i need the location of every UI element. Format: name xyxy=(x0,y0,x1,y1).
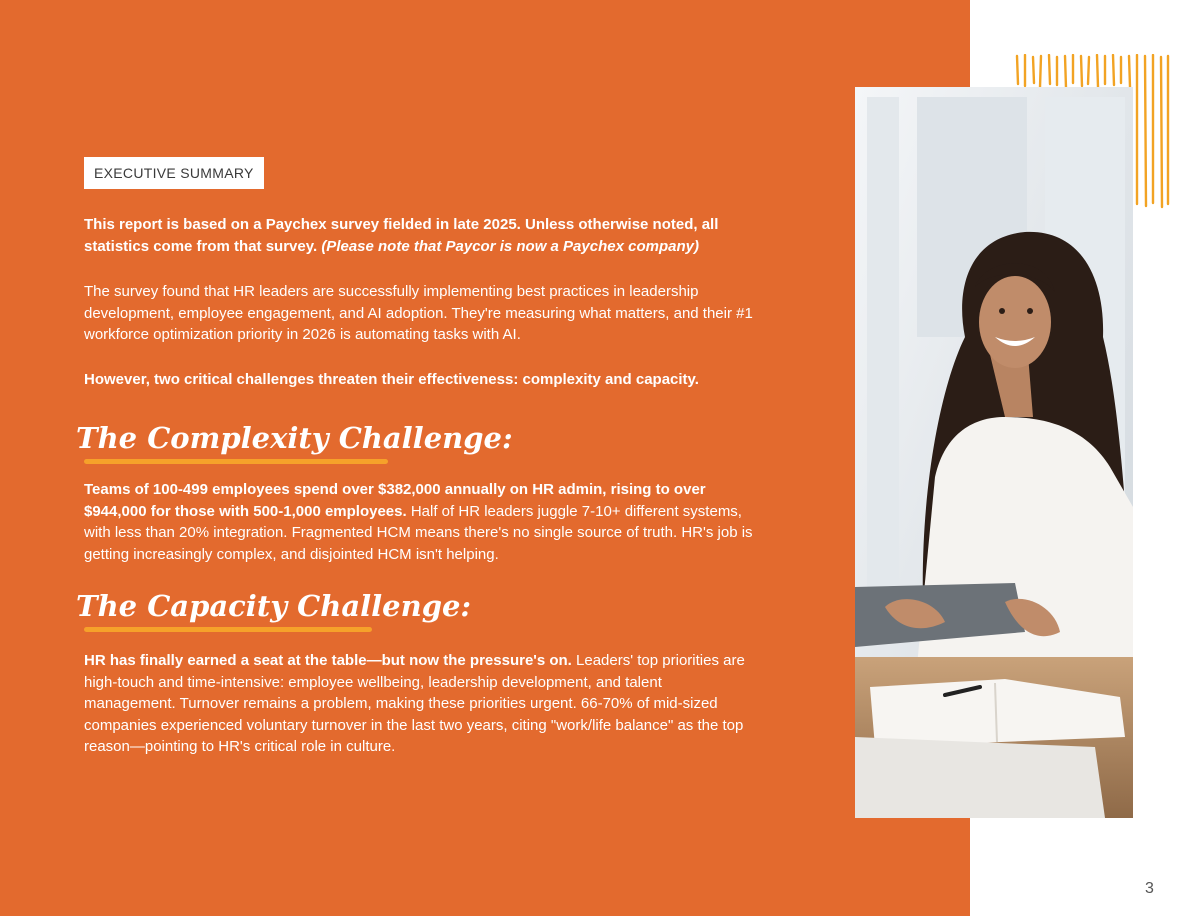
capacity-paragraph xyxy=(84,650,754,758)
capacity-text: Leaders' top priorities are high-touch and time-intensive: employee wellbeing, leadership development, and talent management. Turnover remains a problem, making these priorities urgent. 66-70% of mid-sized companies experienced voluntary turnover in the last two years, citing "work/life balance" as the top reason—pointing to HR's critical role in culture. xyxy=(84,652,745,755)
findings-paragraph: The survey found that HR leaders are successfully implementing best practices in leadership development, employee engagement, and AI adoption. They're measuring what matters, and their #1 workforce optimization priority in 2026 is automating tasks with AI. xyxy=(84,283,753,343)
complexity-bold-text: Teams of 100-499 employees spend over $382,000 annually on HR admin, rising to over $944,000 for those with 500-1,000 employees. xyxy=(84,481,706,520)
intro-italic-note: (Please note that Paycor is now a Paychex company) xyxy=(321,237,699,255)
executive-summary-tag: EXECUTIVE SUMMARY xyxy=(84,157,264,189)
intro-paragraph xyxy=(84,214,754,257)
capacity-heading: The Capacity Challenge: xyxy=(76,589,472,623)
complexity-text: Half of HR leaders juggle 7-10+ different systems, with less than 20% integration. Fragmented HCM means there's no single source of truth. HR's job is getting increasingly complex, and disjointed HCM isn't helping. xyxy=(84,502,753,563)
complexity-heading-underline xyxy=(84,459,388,464)
capacity-heading-underline xyxy=(84,627,372,632)
page-number: 3 xyxy=(1145,880,1154,897)
challenges-paragraph: However, two critical challenges threaten their effectiveness: complexity and capacity. xyxy=(84,371,699,388)
photo-illustration xyxy=(855,87,1133,818)
complexity-paragraph xyxy=(84,479,754,565)
complexity-heading: The Complexity Challenge: xyxy=(76,421,513,455)
woman-with-tablet-photo xyxy=(855,87,1133,818)
capacity-bold-text: HR has finally earned a seat at the table—but now the pressure's on. xyxy=(84,652,572,669)
intro-bold-text: This report is based on a Paychex survey fielded in late 2025. Unless otherwise noted, all statistics come from that survey. xyxy=(84,216,719,255)
